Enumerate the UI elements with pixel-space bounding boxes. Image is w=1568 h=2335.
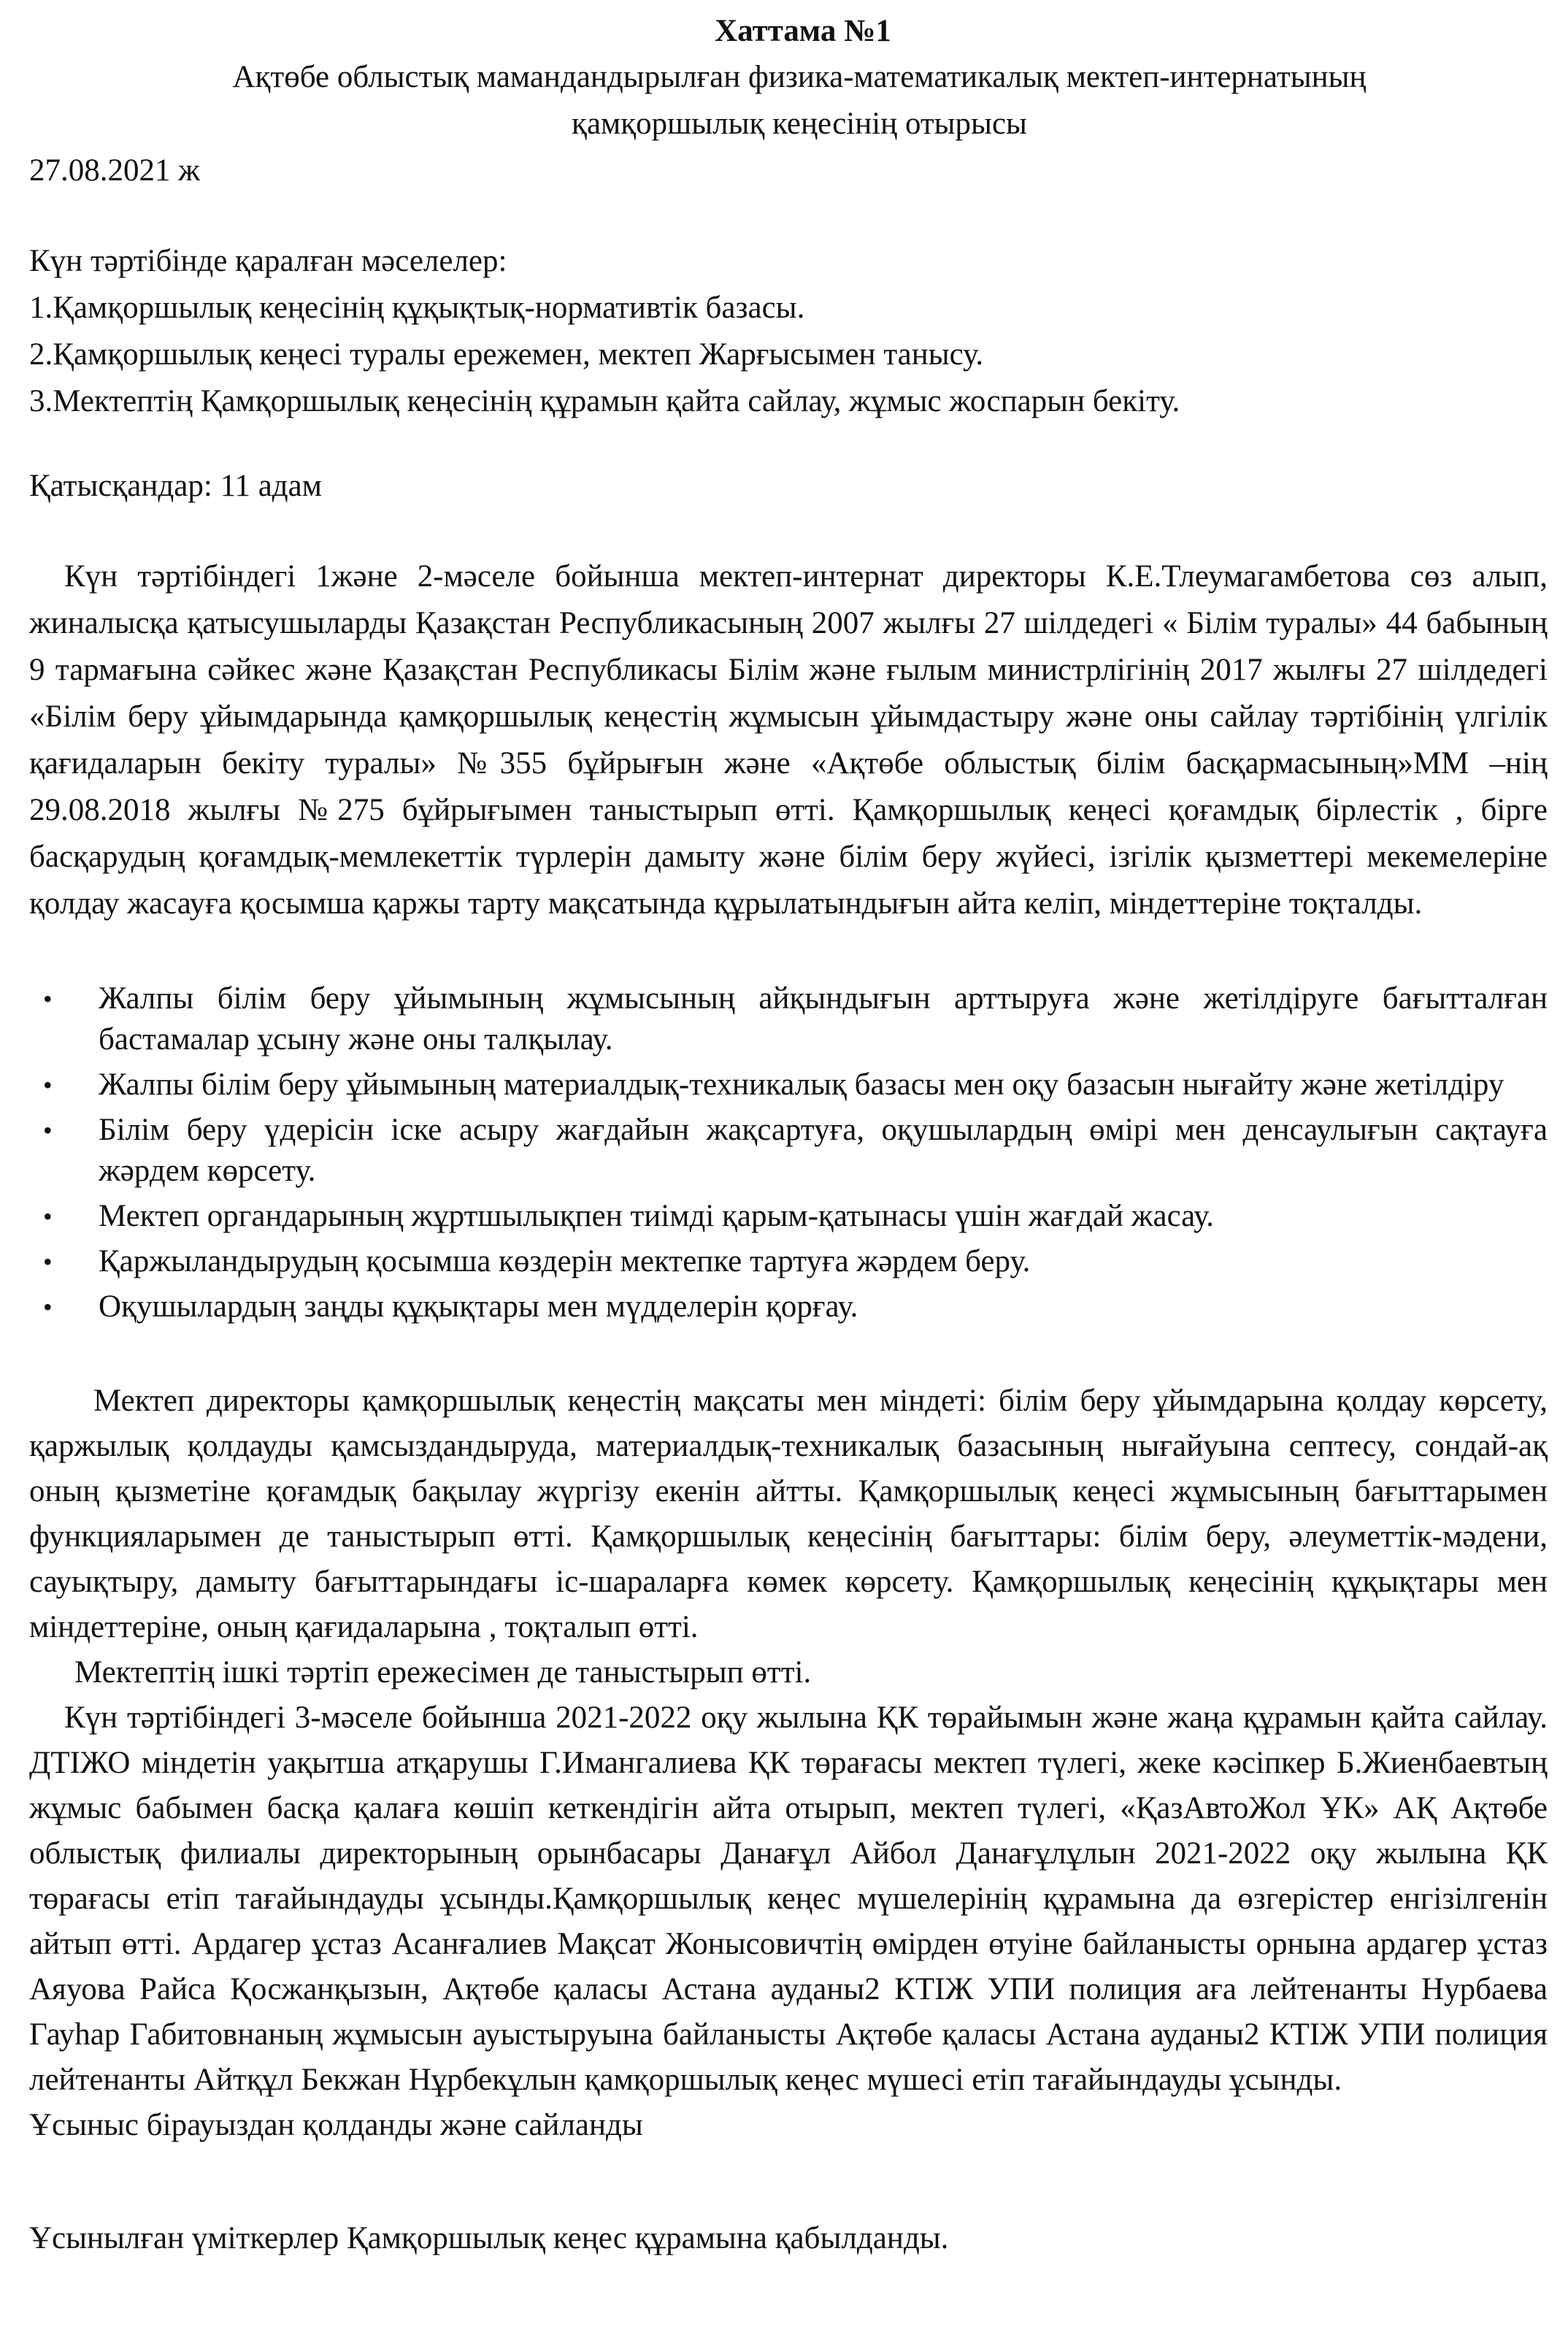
task-text: Қаржыландырудың қосымша көздерін мектепке тартуға жәрдем беру.	[99, 1244, 1031, 1278]
bullet-icon: •	[43, 984, 53, 1013]
task-item	[43, 978, 1548, 1060]
paragraph-re-election: Күн тәртібіндегі 3-мәселе бойынша 2021-2022 оқу жылына ҚК төрайымын және жаңа құрамын қайта сайлау. ДТІЖО міндетін уақытша атқарушы Г.Имангалиева ҚК төрағасы мектеп түлегі, жеке кәсіпкер Б.Жиенбаевтың жұмыс бабымен басқа қалаға көшіп кеткендігін айта отырып, мектеп түлегі, «ҚазАвтоЖол ҰК» АҚ Ақтөбе облыстық филиалы директорының орынбасары Данағұл Айбол Данағұлұлын 2021-2022 оқу жылына ҚК төрағасы етіп тағайындауды ұсынды.Қамқоршылық кеңес мүшелерінің құрамына да өзгерістер енгізілгенін айтып өтті. Ардагер ұстаз Асанғалиев Мақсат Жонысовичтің өмірден өтуіне байланысты орнына ардагер ұстаз Аяуова Райса Қосжанқызын, Ақтөбе қаласы Астана ауданы2 КТІЖ УПИ полиция аға лейтенанты Нурбаева Гауһар Габитовнаның жұмысын ауыстыруына байланысты Ақтөбе қаласы Астана ауданы2 КТІЖ УПИ полиция лейтенанты Айтқұл Бекжан Нұрбекұлын қамқоршылық кеңес мүшесі етіп тағайындауды ұсынды.	[29, 1701, 1548, 2097]
document-subtitle-line-2: қамқоршылық кеңесінің отырысы	[572, 107, 1027, 141]
task-item	[43, 1110, 1548, 1192]
paragraph-internal-rules: Мектептің ішкі тәртіп ережесімен де таныстырып өтті.	[74, 1655, 812, 1690]
task-item	[43, 1196, 1548, 1237]
paragraph-council-goals: Мектеп директоры қамқоршылық кеңестің мақсаты мен міндеті: білім беру ұйымдарына қолдау көрсету, қаржылық қолдауды қамсыздандыруда, материалдық-техникалық базасының нығайуына септесу, сондай-ақ оның қызметіне қоғамдық бақылау жүргізу екенін айтты. Қамқоршылық кеңесі жұмысының бағыттарымен функцияларымен де таныстырып өтті. Қамқоршылық кеңесінің бағыттары: білім беру, әлеуметтік-мәдени, сауықтыру, дамыту бағыттарындағы іс-шараларға көмек көрсету. Қамқоршылық кеңесінің құқықтары мен міндеттеріне, оның қағидаларына , тоқталып өтті.	[29, 1384, 1548, 1644]
agenda-label: Күн тәртібінде қаралған мәселелер:	[29, 244, 507, 278]
agenda-list	[29, 285, 1548, 425]
document-title: Хаттама №1	[715, 14, 891, 48]
task-text: Мектеп органдарының жұртшылықпен тиімді қарым-қатынасы үшін жағдай жасау.	[99, 1199, 1215, 1233]
agenda-item: 1.Қамқоршылық кеңесінің құқықтық-нормативтік базасы.	[29, 291, 805, 325]
bullet-icon: •	[43, 1116, 53, 1145]
task-text: Жалпы білім беру ұйымының материалдық-техникалық базасы мен оқу базасын нығайту және жетілдіру	[99, 1067, 1504, 1102]
document-subtitle-line-1: Ақтөбе облыстық мамандандырылған физика-математикалық мектеп-интернатының	[232, 60, 1367, 94]
task-item	[43, 1287, 1548, 1327]
bullet-icon: •	[43, 1247, 53, 1276]
paragraph-candidates-accepted: Ұсынылған үміткерлер Қамқоршылық кеңес құрамына қабылданды.	[29, 2221, 949, 2255]
task-item	[43, 1065, 1548, 1105]
task-text: Оқушылардың заңды құқықтары мен мүдделерін қорғау.	[99, 1289, 858, 1324]
bullet-icon: •	[43, 1292, 53, 1322]
council-tasks-list	[29, 978, 1548, 1327]
paragraph-director-speech: Күн тәртібіндегі 1және 2-мәселе бойынша мектеп-интернат директоры К.Е.Тлеумагамбетова сөз алып, жиналысқа қатысушыларды Қазақстан Республикасының 2007 жылғы 27 шілдедегі « Білім туралы» 44 бабының 9 тармағына сәйкес және Қазақстан Республикасы Білім және ғылым министрлігінің 2017 жылғы 27 шілдедегі «Білім беру ұйымдарында қамқоршылық кеңестің жұмысын ұйымдастыру және оны сайлау тәртібінің үлгілік қағидаларын бекіту туралы» №355 бұйрығын және «Ақтөбе облыстық білім басқармасының»ММ –нің 29.08.2018 жылғы №275 бұйрығымен таныстырып өтті. Қамқоршылық кеңесі қоғамдық бірлестік , бірге басқарудың қоғамдық-мемлекеттік түрлерін дамыту және білім беру жүйесі, ізгілік қызметтері мекемелеріне қолдау жасауға қосымша қаржы тарту мақсатында құрылатындығын айта келіп, міндеттеріне тоқталды.	[29, 559, 1548, 921]
attendees-count: Қатысқандар: 11 адам	[29, 469, 322, 503]
task-item	[43, 1241, 1548, 1282]
bullet-icon: •	[43, 1070, 53, 1100]
task-text: Білім беру үдерісін іске асыру жағдайын жақсартуға, оқушылардың өмірі мен денсаулығын сақтауға жәрдем көрсету.	[99, 1113, 1548, 1188]
task-text: Жалпы білім беру ұйымының жұмысының айқындығын арттыруға және жетілдіруге бағытталған бастамалар ұсыну және оны талқылау.	[99, 981, 1548, 1057]
agenda-item: 3.Мектептің Қамқоршылық кеңесінің құрамын қайта сайлау, жұмыс жоспарын бекіту.	[29, 384, 1180, 418]
document-date: 27.08.2021 ж	[29, 153, 200, 188]
agenda-item: 2.Қамқоршылық кеңесі туралы ережемен, мектеп Жарғысымен танысу.	[29, 337, 984, 372]
paragraph-vote-result: Ұсыныс бірауыздан қолданды және сайланды	[29, 2108, 643, 2142]
bullet-icon: •	[43, 1202, 53, 1231]
